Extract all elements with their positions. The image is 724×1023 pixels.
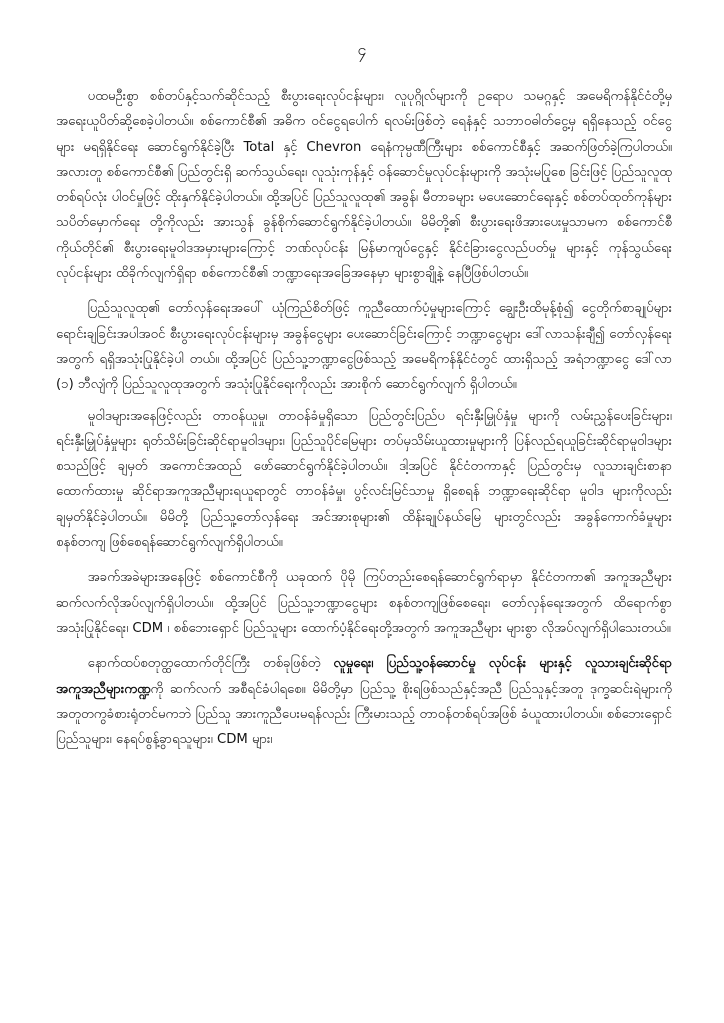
- paragraph-challenges: အခက်အခဲများအနေဖြင့် စစ်ကောင်စီကို ယခုထက် ပိုမို ကြပ်တည်းစေရန်ဆောင်ရွက်ရာမှာ နိုင်ငံတကာ၏ အကူအညီများ ဆက်လက်လိုအပ်လျက်ရှိပါတယ်။ ထို့အပြင် ပြည်သူ့ဘဏ္ဍာငွေများ စနစ်တကျဖြစ်စေရေး၊ တော်လှန်ရေးအတွက် ထိရောက်စွာ အသုံးပြုနိုင်ရေး၊ CDM ၊ စစ်ဘေးရှောင် ပြည်သူများ ထောက်ပံ့နိုင်ရေးတို့အတွက် အကူအညီများ များစွာ လိုအပ်လျက်ရှိပါသေးတယ်။: [56, 570, 672, 636]
- page-number: ၄: [357, 40, 367, 59]
- paragraph-social-services-lead: နောက်ထပ်စတုတ္ထထောက်တိုင်ကြီး တစ်ခုဖြစ်တဲ့: [87, 656, 334, 672]
- paragraph-social-services-heading: လူမှုရေး၊ ပြည်သူ့ဝန်ဆောင်မှု လုပ်ငန်း များနှင့် လူသားချင်းဆိုင်ရာ အကူအညီများကဏ္ဍ: [56, 656, 672, 697]
- paragraph-social-services-body: ကို ဆက်လက် အစီရင်ခံပါရစေ။ မိမိတို့မှာ ပြည်သူ့ စိုးရဖြစ်သည်နှင့်အညီ ပြည်သူနှင့်အတူ ဒုက္ခဆင်းရဲများကို အတူတကွခံစားရုံတင်မကဘဲ ပြည်သူ အားကူညီပေးမရန်လည်း ကြီးမားသည့် တာဝန်တစ်ရပ်အဖြစ် ခံယူထားပါတယ်။ စစ်ဘေးရှောင် ပြည်သူများ၊ နေရပ်စွန့်ခွာရသူများ၊ CDM များ၊: [56, 681, 672, 748]
- paragraph-social-services: [56, 651, 672, 752]
- paragraph-policies: မူဝါဒများအနေဖြင့်လည်း တာဝန်ယူမှု၊ တာဝန်ခံမှုရှိသော ပြည်တွင်းပြည်ပ ရင်းနှီးမြှုပ်နှံမှု များကို လမ်းညွှန်ပေးခြင်းများ၊ ရင်းနှီးမြှုပ်နှံမှုများ ရုတ်သိမ်းခြင်းဆိုင်ရာမူဝါဒများ၊ ပြည်သူပိုင်မြေများ တပ်မှသိမ်းယူထားမှုများကို ပြန်လည်ရယူခြင်းဆိုင်ရာမူဝါဒများ စသည်ဖြင့် ချမှတ် အကောင်အထည် ဖော်ဆောင်ရွက်နိုင်ခဲ့ပါတယ်။ ဒါ့အပြင် နိုင်ငံတကာနှင့် ပြည်တွင်းမှ လူသားချင်းစာနာထောက်ထားမှု ဆိုင်ရာအကူအညီများရယူရာတွင် တာဝန်ခံမှု၊ ပွင့်လင်းမြင်သာမှု ရှိစေရန် ဘဏ္ဍာရေးဆိုင်ရာ မူဝါဒ များကိုလည်း ချမှတ်နိုင်ခဲ့ပါတယ်။ မိမိတို့ ပြည်သူ့တော်လှန်ရေး အင်အားစုများ၏ ထိန်းချုပ်နယ်မြေ များတွင်လည်း အခွန်ကောက်ခံမှုများ စနစ်တကျ ဖြစ်စေရန်ဆောင်ရွက်လျက်ရှိပါတယ်။: [56, 408, 672, 551]
- paragraph-public-funding: ပြည်သူလူထု၏ တော်လှန်ရေးအပေါ် ယုံကြည်စိတ်ဖြင့် ကူညီထောက်ပံ့မှုများကြောင့် ချွေးဦးထိမုန့်စုံ၍ ငွေတိုက်စာချုပ်များ ရောင်းချခြင်းအပါအဝင် စီးပွားရေးလုပ်ငန်းများမှ အခွန်ငွေများ ပေးဆောင်ခြင်းကြောင့် ဘဏ္ဍာငွေများ ဒေါ်လာသန်းချီ၍ တော်လှန်ရေးအတွက် ရရှိအသုံးပြုနိုင်ခဲ့ပါ တယ်။ ထို့အပြင် ပြည်သူ့ဘဏ္ဍာငွေဖြစ်သည့် အမေရိကန်နိုင်ငံတွင် ထားရှိသည့် အရံဘဏ္ဍာငွေ ဒေါ်လာ (၁) ဘီလျံကို ပြည်သူလူထုအတွက် အသုံးပြုနိုင်ရေးကိုလည်း အားစိုက် ဆောင်ရွက်လျက် ရှိပါတယ်။: [56, 301, 672, 393]
- document-body: [56, 84, 672, 760]
- paragraph-economic-pressure: ပထမဦးစွာ စစ်တပ်နှင့်သက်ဆိုင်သည့် စီးပွားရေးလုပ်ငန်းများ၊ လူပုဂ္ဂိုလ်များကို ဥရောပ သမဂ္ဂနှင့် အမေရိကန်နိုင်ငံတို့မှ အရေးယူပိတ်ဆို့စေခဲ့ပါတယ်။ စစ်ကောင်စီ၏ အဓိက ဝင်ငွေရပေါက် ရလမ်းဖြစ်တဲ့ ရေနံနှင့် သဘာဝဓါတ်ငွေ့မှ ရရှိနေသည့် ဝင်ငွေများ မရရှိနိုင်ရေး ဆောင်ရွက်နိုင်ခဲ့ပြီး Total နှင့် Chevron ရေနံကုမ္ပဏီကြီးများ စစ်ကောင်စီနှင့် အဆက်ဖြတ်ခဲ့ကြပါတယ်။ အလားတူ စစ်ကောင်စီ၏ ပြည်တွင်းရှိ ဆက်သွယ်ရေး၊ လူသုံးကုန်နှင့် ဝန်ဆောင်မှုလုပ်ငန်းများကို အသုံးမပြုစေ ခြင်းဖြင့် ပြည်သူလူထုတစ်ရပ်လုံး ပါဝင်မှုဖြင့် ထိုးနှက်နိုင်ခဲ့ပါတယ်။ ထို့အပြင် ပြည်သူလူထု၏ အခွန်၊ မီတာခများ မပေးဆောင်ရေးနှင့် စစ်တပ်ထုတ်ကုန်များ သပိတ်မှောက်ရေး တို့ကိုလည်း အားသွန် ခွန်စိုက်ဆောင်ရွက်နိုင်ခဲ့ပါတယ်။ မိမိတို့၏ စီးပွားရေးဖိအားပေးမှုသာမက စစ်ကောင်စီကိုယ်တိုင်၏ စီးပွားရေးမူဝါဒအမှားများကြောင့် ဘဏ်လုပ်ငန်း မြန်မာကျပ်ငွေနှင့် နိုင်ငံခြားငွေလည်ပတ်မှု များနှင့် ကုန်သွယ်ရေးလုပ်ငန်းများ ထိခိုက်လျက်ရှိရာ စစ်ကောင်စီ၏ ဘဏ္ဍာရေးအခြေအနေမှာ များစွာချို့နဲ့ နေပြီဖြစ်ပါတယ်။: [56, 89, 672, 282]
